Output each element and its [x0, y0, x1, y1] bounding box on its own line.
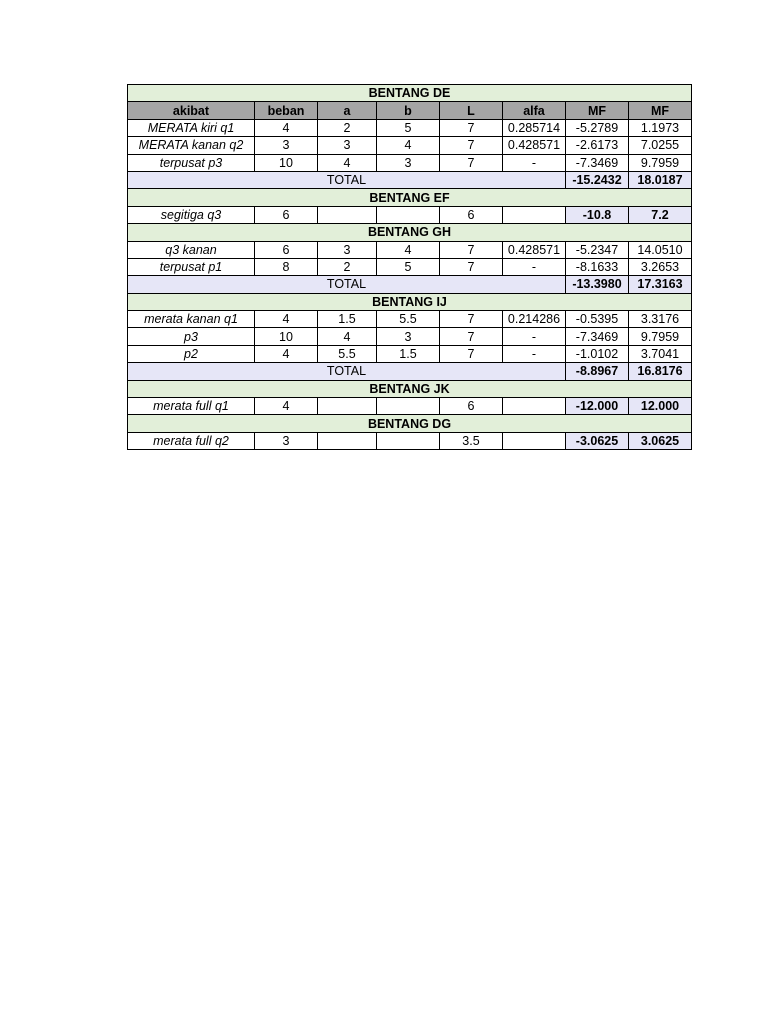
total-mf-left: -8.8967	[566, 363, 629, 380]
value-cell-beban: 4	[255, 345, 318, 362]
value-cell-l: 7	[440, 119, 503, 136]
section-title: BENTANG JK	[128, 380, 692, 397]
load-name-cell: segitiga q3	[128, 206, 255, 223]
header-row	[128, 102, 692, 119]
section-title-row	[128, 380, 692, 397]
section-title-row	[128, 189, 692, 206]
column-header: alfa	[503, 102, 566, 119]
value-cell-alfa: 0.214286	[503, 311, 566, 328]
value-cell-b	[377, 206, 440, 223]
value-cell-l: 7	[440, 328, 503, 345]
value-cell-alfa: -	[503, 154, 566, 171]
total-row	[128, 363, 692, 380]
mf-left-cell: -0.5395	[566, 311, 629, 328]
value-cell-l: 3.5	[440, 432, 503, 449]
section-title: BENTANG IJ	[128, 293, 692, 310]
moment-table	[127, 84, 692, 450]
value-cell-beban: 10	[255, 154, 318, 171]
value-cell-a	[318, 206, 377, 223]
table-row	[128, 241, 692, 258]
load-name-cell: merata kanan q1	[128, 311, 255, 328]
value-cell-b: 4	[377, 241, 440, 258]
mf-right-cell: 3.0625	[629, 432, 692, 449]
table-row	[128, 206, 692, 223]
mf-left-cell: -12.000	[566, 398, 629, 415]
section-title-row	[128, 293, 692, 310]
table-row	[128, 432, 692, 449]
value-cell-b: 5.5	[377, 311, 440, 328]
section-title: BENTANG GH	[128, 224, 692, 241]
mf-right-cell: 9.7959	[629, 328, 692, 345]
value-cell-l: 7	[440, 345, 503, 362]
column-header: b	[377, 102, 440, 119]
value-cell-l: 7	[440, 258, 503, 275]
section-title: BENTANG DG	[128, 415, 692, 432]
value-cell-a: 2	[318, 119, 377, 136]
value-cell-a: 4	[318, 328, 377, 345]
value-cell-b: 3	[377, 154, 440, 171]
value-cell-l: 7	[440, 241, 503, 258]
load-name-cell: q3 kanan	[128, 241, 255, 258]
value-cell-alfa: -	[503, 328, 566, 345]
total-mf-right: 18.0187	[629, 171, 692, 188]
value-cell-beban: 3	[255, 432, 318, 449]
mf-left-cell: -2.6173	[566, 137, 629, 154]
section-title-row	[128, 415, 692, 432]
value-cell-b	[377, 398, 440, 415]
mf-right-cell: 14.0510	[629, 241, 692, 258]
mf-left-cell: -8.1633	[566, 258, 629, 275]
table-row	[128, 154, 692, 171]
value-cell-beban: 4	[255, 119, 318, 136]
value-cell-beban: 4	[255, 398, 318, 415]
total-mf-right: 17.3163	[629, 276, 692, 293]
value-cell-l: 6	[440, 206, 503, 223]
load-name-cell: terpusat p3	[128, 154, 255, 171]
total-label: TOTAL	[128, 276, 566, 293]
table-row	[128, 137, 692, 154]
value-cell-alfa: 0.428571	[503, 241, 566, 258]
total-row	[128, 276, 692, 293]
value-cell-alfa: -	[503, 345, 566, 362]
value-cell-beban: 6	[255, 241, 318, 258]
mf-right-cell: 12.000	[629, 398, 692, 415]
table-row	[128, 119, 692, 136]
load-name-cell: merata full q1	[128, 398, 255, 415]
table-row	[128, 258, 692, 275]
total-label: TOTAL	[128, 363, 566, 380]
value-cell-a: 2	[318, 258, 377, 275]
value-cell-b	[377, 432, 440, 449]
value-cell-alfa: 0.285714	[503, 119, 566, 136]
load-name-cell: p2	[128, 345, 255, 362]
mf-right-cell: 9.7959	[629, 154, 692, 171]
mf-left-cell: -7.3469	[566, 154, 629, 171]
mf-right-cell: 1.1973	[629, 119, 692, 136]
load-name-cell: terpusat p1	[128, 258, 255, 275]
mf-right-cell: 3.7041	[629, 345, 692, 362]
value-cell-beban: 4	[255, 311, 318, 328]
mf-right-cell: 7.0255	[629, 137, 692, 154]
mf-left-cell: -5.2789	[566, 119, 629, 136]
value-cell-b: 3	[377, 328, 440, 345]
mf-right-cell: 3.2653	[629, 258, 692, 275]
value-cell-l: 7	[440, 311, 503, 328]
mf-right-cell: 7.2	[629, 206, 692, 223]
table-row	[128, 398, 692, 415]
table-row	[128, 328, 692, 345]
value-cell-a: 3	[318, 241, 377, 258]
total-mf-right: 16.8176	[629, 363, 692, 380]
load-name-cell: MERATA kanan q2	[128, 137, 255, 154]
section-title-row	[128, 224, 692, 241]
column-header: MF	[566, 102, 629, 119]
value-cell-beban: 8	[255, 258, 318, 275]
column-header: beban	[255, 102, 318, 119]
value-cell-alfa	[503, 206, 566, 223]
value-cell-alfa	[503, 432, 566, 449]
value-cell-a: 3	[318, 137, 377, 154]
table-row	[128, 345, 692, 362]
value-cell-l: 7	[440, 154, 503, 171]
mf-left-cell: -3.0625	[566, 432, 629, 449]
value-cell-alfa: -	[503, 258, 566, 275]
value-cell-b: 5	[377, 258, 440, 275]
value-cell-b: 4	[377, 137, 440, 154]
total-row	[128, 171, 692, 188]
column-header: a	[318, 102, 377, 119]
column-header: MF	[629, 102, 692, 119]
load-name-cell: MERATA kiri q1	[128, 119, 255, 136]
mf-left-cell: -7.3469	[566, 328, 629, 345]
total-mf-left: -13.3980	[566, 276, 629, 293]
mf-left-cell: -1.0102	[566, 345, 629, 362]
value-cell-beban: 10	[255, 328, 318, 345]
value-cell-l: 7	[440, 137, 503, 154]
value-cell-a: 1.5	[318, 311, 377, 328]
load-name-cell: merata full q2	[128, 432, 255, 449]
value-cell-alfa: 0.428571	[503, 137, 566, 154]
value-cell-beban: 6	[255, 206, 318, 223]
value-cell-l: 6	[440, 398, 503, 415]
value-cell-alfa	[503, 398, 566, 415]
value-cell-a: 5.5	[318, 345, 377, 362]
mf-left-cell: -10.8	[566, 206, 629, 223]
section-title: BENTANG EF	[128, 189, 692, 206]
mf-right-cell: 3.3176	[629, 311, 692, 328]
value-cell-a: 4	[318, 154, 377, 171]
mf-left-cell: -5.2347	[566, 241, 629, 258]
total-mf-left: -15.2432	[566, 171, 629, 188]
section-title-row	[128, 85, 692, 102]
table-row	[128, 311, 692, 328]
value-cell-b: 1.5	[377, 345, 440, 362]
load-name-cell: p3	[128, 328, 255, 345]
table-body	[128, 85, 692, 450]
value-cell-a	[318, 432, 377, 449]
value-cell-beban: 3	[255, 137, 318, 154]
value-cell-a	[318, 398, 377, 415]
section-title: BENTANG DE	[128, 85, 692, 102]
column-header: L	[440, 102, 503, 119]
total-label: TOTAL	[128, 171, 566, 188]
column-header: akibat	[128, 102, 255, 119]
value-cell-b: 5	[377, 119, 440, 136]
